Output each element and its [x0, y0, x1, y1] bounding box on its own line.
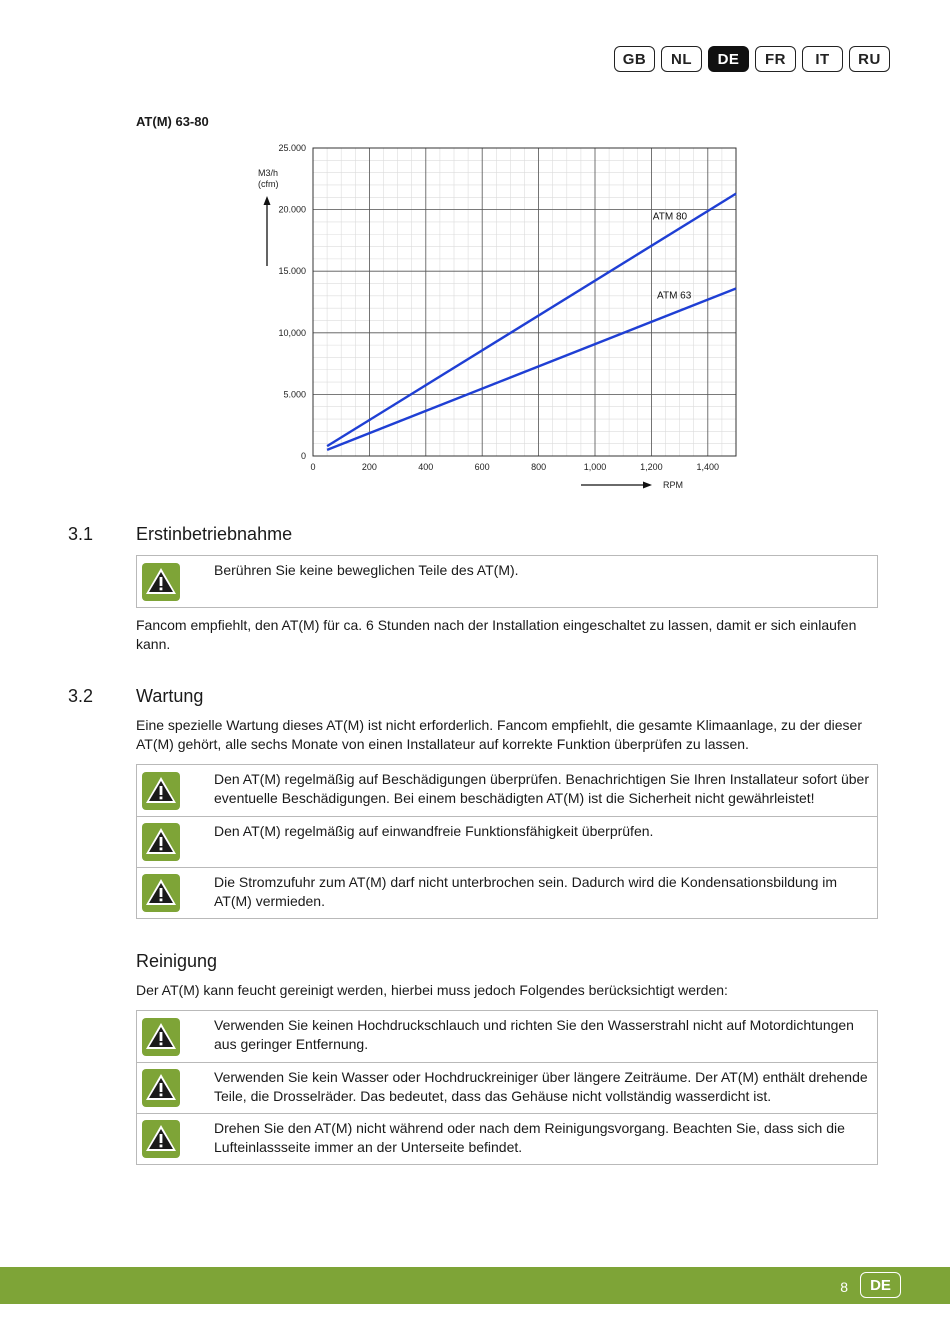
warning-row [137, 556, 877, 607]
series-label: ATM 80 [652, 211, 688, 223]
section-number: 3.1 [68, 524, 94, 544]
footer-bar [0, 1267, 950, 1304]
y-tick-label: 20.000 [278, 204, 306, 215]
section-number: 3.2 [68, 686, 94, 706]
x-axis-arrow-head [643, 482, 652, 489]
series-line-1 [327, 288, 736, 449]
x-axis-label: RPM [663, 480, 683, 490]
lang-tab-gb[interactable]: GB [614, 46, 655, 72]
y-tick-label: 10,000 [278, 327, 306, 338]
warning-icon [137, 817, 207, 867]
x-tick-label: 600 [474, 462, 490, 472]
series-label: ATM 63 [657, 290, 692, 302]
warning-text: Verwenden Sie kein Wasser oder Hochdruckreiniger über längere Zeiträume. Der AT(M) enthält drehende Teile, die Drosselräder. Das bedeutet, dass das Gehäuse nicht vollständig wasserdicht ist. [214, 1069, 868, 1104]
y-tick-label: 25.000 [278, 143, 306, 153]
y-tick-label: 5.000 [283, 389, 306, 400]
warning-text: Verwenden Sie keinen Hochdruckschlauch und richten Sie den Wasserstrahl nicht auf Motordichtungen aus geringer Entfernung. [214, 1017, 854, 1052]
warning-text: Die Stromzufuhr zum AT(M) darf nicht unterbrochen sein. Dadurch wird die Kondensationsbildung im AT(M) vermieden. [214, 874, 838, 909]
warning-icon [137, 765, 207, 816]
section-3-2-heading [0, 686, 950, 710]
y-tick-label: 0 [300, 451, 306, 461]
y-tick-label: 15.000 [278, 266, 306, 277]
warning-text: Den AT(M) regelmäßig auf einwandfreie Funktionsfähigkeit überprüfen. [214, 823, 654, 839]
warning-icon [137, 556, 207, 607]
warning-icon [137, 868, 207, 918]
x-tick-label: 1,400 [696, 462, 720, 472]
warning-text: Den AT(M) regelmäßig auf Beschädigungen überprüfen. Benachrichtigen Sie Ihren Installateur sofort über eventuelle Beschädigungen. Bei einem beschädigten AT(M) ist die Sicherheit nicht gewährleistet! [214, 771, 869, 806]
cleaning-heading: Reinigung [136, 951, 218, 971]
warning-row [137, 1113, 877, 1164]
x-tick-label: 0 [310, 462, 316, 472]
y-axis-arrow-head [264, 196, 271, 205]
warning-icon [137, 1114, 207, 1164]
warning-icon [137, 1063, 207, 1113]
footer-language-badge: DE [860, 1272, 901, 1298]
warning-row [137, 765, 877, 816]
warning-table-maintenance [136, 764, 878, 919]
section-3-1-heading [0, 524, 950, 548]
x-tick-label: 800 [531, 462, 547, 472]
warning-table-start [136, 555, 878, 608]
y-axis-label: M3/h [258, 168, 279, 178]
series-line-0 [327, 194, 736, 447]
section-title: Wartung [136, 686, 204, 706]
lang-tab-it[interactable]: IT [802, 46, 843, 72]
chart-title: AT(M) 63-80 [136, 114, 209, 129]
page-number: 8 [840, 1279, 848, 1295]
warning-table-cleaning [136, 1010, 878, 1165]
lang-tab-fr[interactable]: FR [755, 46, 796, 72]
language-tabs [614, 46, 890, 72]
warning-text: Berühren Sie keine beweglichen Teile des AT(M). [214, 562, 519, 578]
paragraph-maintenance: Eine spezielle Wartung dieses AT(M) ist nicht erforderlich. Fancom empfiehlt, die gesamte Klimaanlage, zu der dieser AT(M) gehört, alle sechs Monate von einen Installateur auf korrekte Funktion überprüfen zu lassen. [136, 717, 862, 752]
lang-tab-nl[interactable]: NL [661, 46, 702, 72]
x-tick-label: 200 [361, 462, 377, 472]
warning-text: Drehen Sie den AT(M) nicht während oder nach dem Reinigungsvorgang. Beachten Sie, dass sich die Lufteinlassseite immer an der Unterseite befindet. [214, 1120, 845, 1155]
paragraph-cleaning: Der AT(M) kann feucht gereinigt werden, hierbei muss jedoch Folgendes berücksichtigt werden: [136, 982, 728, 998]
section-title: Erstinbetriebnahme [136, 524, 293, 544]
warning-row [137, 1062, 877, 1113]
warning-row [137, 816, 877, 867]
lang-tab-de[interactable]: DE [708, 46, 749, 72]
y-axis-label: (cfm) [258, 179, 279, 189]
warning-icon [137, 1011, 207, 1062]
x-tick-label: 400 [418, 462, 434, 472]
paragraph-initial-run: Fancom empfiehlt, den AT(M) für ca. 6 Stunden nach der Installation eingeschaltet zu lassen, damit er sich einlaufen kann. [136, 617, 857, 652]
warning-row [137, 1011, 877, 1062]
rpm-airflow-chart [250, 138, 750, 498]
warning-row [137, 867, 877, 918]
x-tick-label: 1,200 [640, 462, 663, 472]
lang-tab-ru[interactable]: RU [849, 46, 890, 72]
x-tick-label: 1,000 [583, 462, 607, 472]
